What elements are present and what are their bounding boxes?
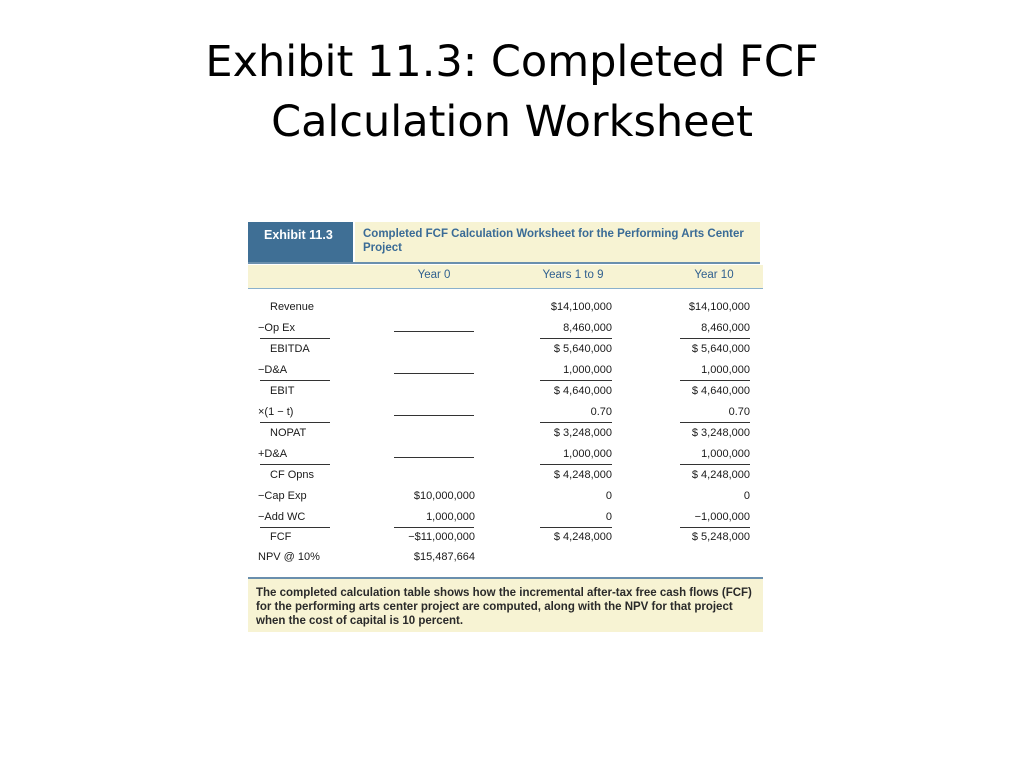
cell-years-1-9: 0 (605, 490, 612, 502)
cell-years-1-9: 0 (605, 511, 612, 523)
sum-rule (540, 464, 612, 465)
sum-rule (540, 380, 612, 381)
row-label: −Op Ex (258, 322, 295, 334)
table-row (248, 361, 763, 381)
cell-year-10: $ 5,640,000 (691, 343, 750, 355)
sum-rule (540, 422, 612, 423)
sum-rule (680, 338, 750, 339)
table-row (248, 528, 763, 548)
sum-rule (680, 464, 750, 465)
exhibit-tag: Exhibit 11.3 (248, 222, 353, 262)
year-0-blank-line (394, 457, 474, 458)
cell-year-10: $14,100,000 (688, 301, 750, 313)
sum-rule (540, 338, 612, 339)
cell-year-10: −1,000,000 (694, 511, 750, 523)
table-row (248, 340, 763, 360)
cell-years-1-9: 1,000,000 (563, 448, 612, 460)
slide-title (0, 32, 1024, 152)
cell-year-10: 0 (743, 490, 750, 502)
year-0-blank-line (394, 415, 474, 416)
sum-rule (680, 422, 750, 423)
cell-year-10: 0.70 (728, 406, 750, 418)
sum-rule (680, 380, 750, 381)
cell-years-1-9: $ 4,248,000 (553, 531, 612, 543)
row-label: −Add WC (258, 511, 306, 523)
cell-year-0: $15,487,664 (413, 551, 475, 563)
table-row (248, 319, 763, 339)
row-label: −D&A (258, 364, 288, 376)
table-row (248, 403, 763, 423)
cell-years-1-9: $ 4,248,000 (553, 469, 612, 481)
column-header-years-1-9: Years 1 to 9 (542, 269, 604, 281)
slide-title-line-2: Calculation Worksheet (271, 97, 753, 147)
exhibit-header (248, 222, 760, 262)
exhibit-caption: Completed FCF Calculation Worksheet for the Performing Arts Center Project (355, 222, 760, 262)
table-row (248, 466, 763, 486)
row-label: NOPAT (270, 427, 307, 439)
row-label: EBITDA (270, 343, 310, 355)
year-0-blank-line (394, 373, 474, 374)
column-header-year-10: Year 10 (694, 269, 734, 281)
header-divider (248, 262, 760, 264)
cell-year-10: $ 4,640,000 (691, 385, 750, 397)
table-row (248, 508, 763, 528)
table-row (248, 548, 763, 568)
row-label: Revenue (270, 301, 315, 313)
cell-years-1-9: $14,100,000 (550, 301, 612, 313)
cell-year-0: $10,000,000 (413, 490, 475, 502)
cell-years-1-9: 8,460,000 (563, 322, 612, 334)
cell-year-0: −$11,000,000 (408, 531, 475, 543)
cell-years-1-9: 1,000,000 (563, 364, 612, 376)
row-label: CF Opns (270, 469, 315, 481)
cell-year-0: 1,000,000 (426, 511, 475, 523)
cell-year-10: 1,000,000 (701, 448, 750, 460)
cell-years-1-9: 0.70 (590, 406, 612, 418)
table-row (248, 382, 763, 402)
cell-years-1-9: $ 3,248,000 (553, 427, 612, 439)
row-label: +D&A (258, 448, 288, 460)
column-header-row (248, 265, 763, 289)
exhibit-figure (248, 222, 763, 632)
table-row (248, 298, 763, 318)
row-label-underline (260, 422, 330, 423)
table-row (248, 424, 763, 444)
row-label-underline (260, 464, 330, 465)
table-row (248, 487, 763, 507)
cell-year-10: $ 3,248,000 (691, 427, 750, 439)
row-label: EBIT (270, 385, 295, 397)
column-header-year-0: Year 0 (417, 269, 451, 281)
cell-years-1-9: $ 4,640,000 (553, 385, 612, 397)
slide-title-line-1: Exhibit 11.3: Completed FCF (205, 37, 819, 87)
cell-year-10: $ 4,248,000 (691, 469, 750, 481)
exhibit-footnote: The completed calculation table shows how the incremental after-tax free cash flows (FCF) for the performing arts center project are computed, along with the NPV for that project when the cost of capital is 10 percent. (248, 577, 763, 632)
row-label: −Cap Exp (258, 490, 307, 502)
cell-years-1-9: $ 5,640,000 (553, 343, 612, 355)
cell-year-10: 8,460,000 (701, 322, 750, 334)
row-label: NPV @ 10% (258, 551, 320, 563)
row-label: ×(1 − t) (258, 406, 294, 418)
cell-year-10: 1,000,000 (701, 364, 750, 376)
row-label-underline (260, 338, 330, 339)
year-0-blank-line (394, 331, 474, 332)
table-row (248, 445, 763, 465)
cell-year-10: $ 5,248,000 (691, 531, 750, 543)
row-label-underline (260, 380, 330, 381)
row-label: FCF (270, 531, 292, 543)
